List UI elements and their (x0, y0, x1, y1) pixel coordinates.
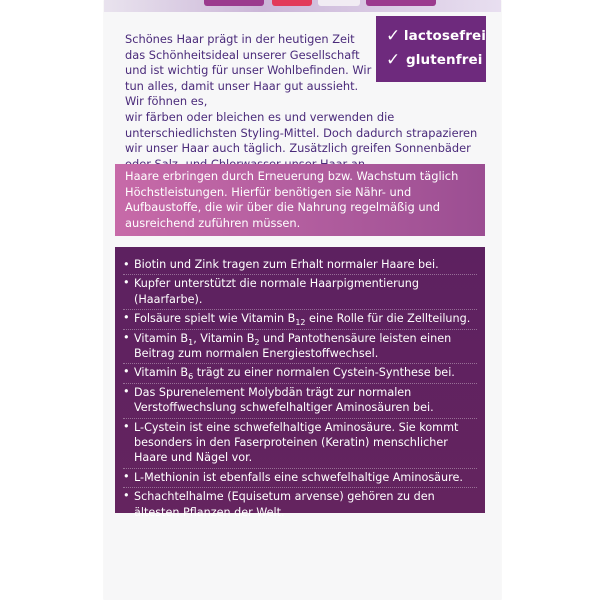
fact-text: Vitamin B (134, 331, 189, 345)
fact-text: Vitamin B (134, 366, 189, 380)
facts-list (123, 257, 477, 522)
highlight-text: Haare erbringen durch Erneuerung bzw. Wachstum täglich Höchstleistungen. Hierfür benötigen sie Nähr- und Aufbaustoffe, die wir über die Nahrung regelmäßig und ausreichend zuführen müssen. (125, 169, 459, 230)
fact-item (123, 309, 477, 328)
top-logo-fragment (204, 0, 264, 6)
check-icon: ✓ (386, 25, 401, 46)
fact-text: Das Spurenelement Molybdän trägt zur normalen Verstoffwechslung schwefelhaltiger Aminosäuren bei. (134, 385, 434, 415)
fact-text: und Pantothensäure leisten einen Beitrag zum normalen Energiestoffwechsel. (134, 331, 452, 361)
badge-item (386, 24, 486, 48)
fact-subscript: 1 (188, 337, 194, 347)
check-icon: ✓ (386, 49, 401, 70)
top-logo-fragment (366, 0, 436, 6)
facts-box (115, 247, 485, 519)
fact-text: Kupfer unterstützt die normale Haarpigmentierung (Haarfarbe). (134, 277, 419, 306)
fact-text: Biotin und Zink tragen zum Erhalt normaler Haare bei. (134, 258, 439, 271)
top-logo-fragment (318, 0, 360, 6)
fact-text: L-Methionin ist ebenfalls eine schwefelhaltige Aminosäure. (134, 470, 463, 484)
intro-paragraph-continued: wir färben oder bleichen es und verwenden die unterschiedlichsten Styling-Mittel. Doch dadurch strapazieren wir unser Haar auch täglich. Zusätzlich greifen Sonnenbäder (125, 110, 478, 156)
fact-text: Schachtelhalme (Equisetum arvense) gehören zu den ältesten Pflanzen der Welt. (134, 490, 435, 519)
top-logo-fragment (272, 0, 312, 6)
fact-item (123, 329, 477, 364)
package-top-edge (104, 0, 501, 12)
fact-item (123, 363, 477, 382)
fact-item (123, 468, 477, 487)
fact-text: Folsäure spielt wie Vitamin B (134, 312, 296, 326)
badge-label: lactosefrei (403, 28, 486, 44)
fact-item (123, 418, 477, 468)
dietary-badge (376, 16, 486, 82)
fact-text: trägt zu einer normalen Cystein-Synthese bei. (193, 366, 455, 380)
highlight-box (115, 164, 485, 236)
badge-item (386, 48, 486, 72)
fact-subscript: 12 (295, 318, 306, 328)
fact-text: L-Cystein ist eine schwefelhaltige Aminosäure. Sie kommt besonders in den Faserproteinen (Keratin) menschlicher Haare und Nägel vor. (134, 420, 459, 465)
fact-subscript: 6 (188, 372, 194, 382)
fact-text: eine Rolle für die Zellteilung. (305, 312, 471, 326)
fact-subscript: 2 (254, 337, 260, 347)
fact-item (123, 383, 477, 418)
fact-text: , Vitamin B (193, 331, 255, 345)
badge-label: glutenfrei (406, 52, 483, 68)
fact-item (123, 487, 477, 522)
fact-item (123, 274, 477, 309)
fact-item (123, 257, 477, 274)
intro-paragraph: Schönes Haar prägt in der heutigen Zeit das Schönheitsideal unserer Gesellschaft und ist wichtig für unser Wohlbefinden. Wir tun alles, damit unser Haar gut aussieht. Wir föhnen es, (125, 32, 372, 109)
